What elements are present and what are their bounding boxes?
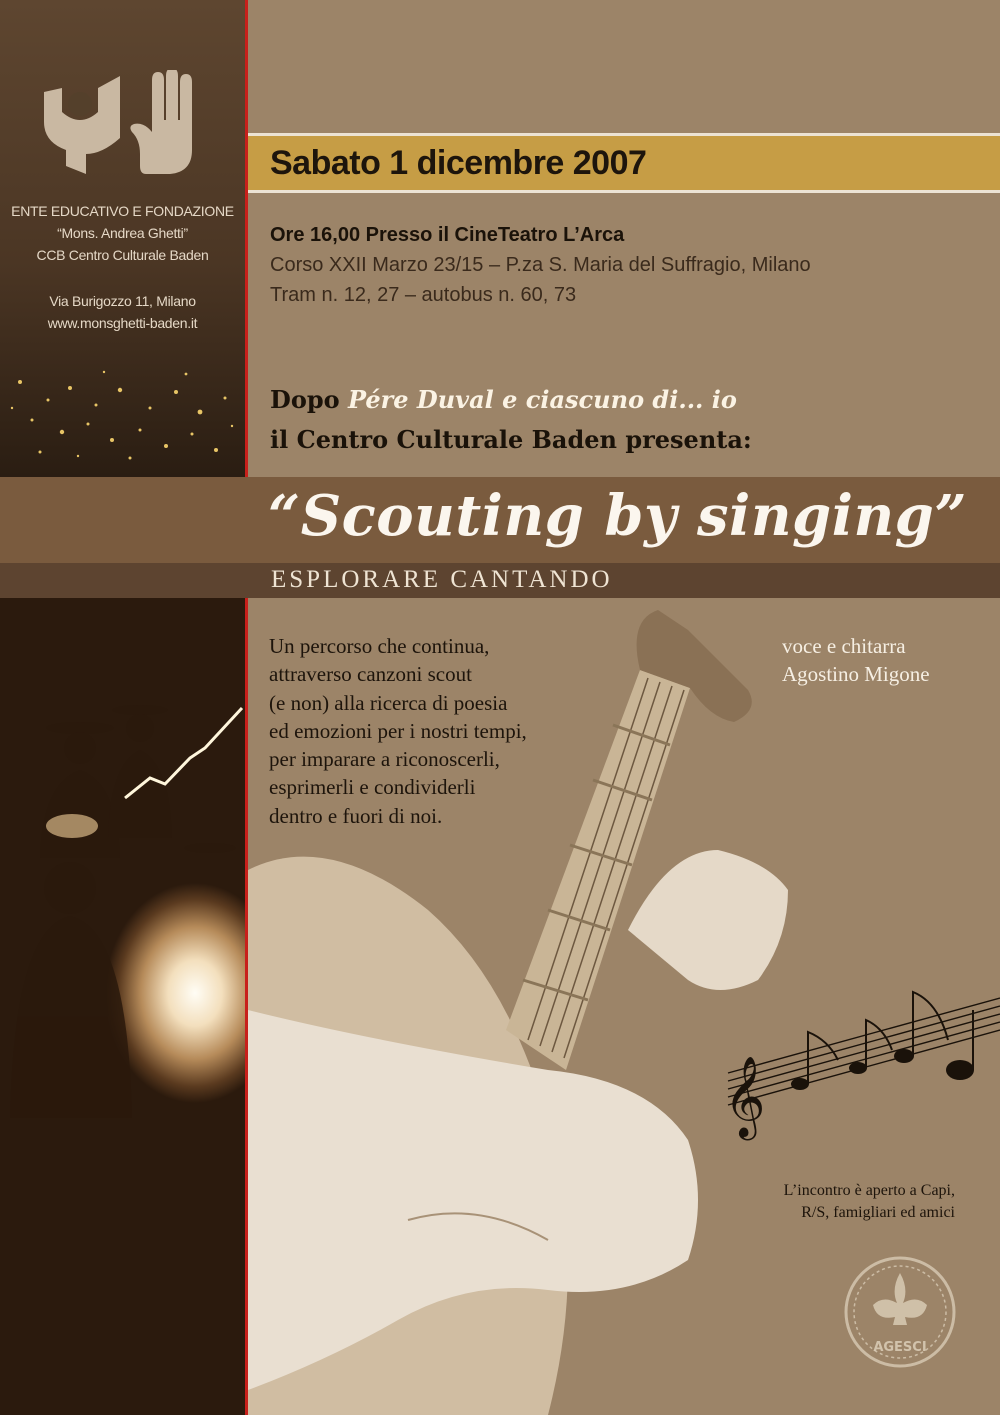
description: [269, 632, 527, 830]
performer-role: voce e chitarra: [782, 634, 906, 658]
audience-note-line: R/S, famigliari ed amici: [801, 1204, 955, 1221]
intro-script-title: Pére Duval e ciascuno di... io: [347, 385, 737, 414]
event-subtitle: ESPLORARE CANTANDO: [271, 566, 613, 593]
date-banner: [248, 133, 1000, 193]
intro-dopo: Dopo: [270, 385, 340, 414]
organization-line-3: CCB Centro Culturale Baden: [36, 247, 209, 263]
event-title: “Scouting by singing”: [268, 483, 968, 549]
event-info: [270, 220, 811, 310]
audience-note: [784, 1180, 955, 1224]
organization-name: [0, 200, 245, 266]
event-time-place: Ore 16,00 Presso il CineTeatro L’Arca: [270, 224, 625, 246]
sparkles-decoration-icon: [0, 360, 245, 470]
organization-contacts: [0, 290, 245, 334]
organization-line-2: “Mons. Andrea Ghetti”: [57, 225, 188, 241]
intro-line-2: il Centro Culturale Baden presenta:: [270, 425, 752, 454]
event-address: Corso XXII Marzo 23/15 – P.za S. Maria del Suffragio, Milano: [270, 254, 811, 276]
organization-address: Via Burigozzo 11, Milano: [49, 293, 196, 309]
title-banner: [0, 477, 1000, 563]
intro-text: [270, 380, 752, 460]
scouts-silhouettes-icon: [0, 598, 245, 1415]
agesci-badge-text: AGESCI: [873, 1340, 927, 1355]
description-line: Un percorso che continua,: [269, 634, 490, 658]
description-line: dentro e fuori di noi.: [269, 803, 443, 828]
performer-credit: [782, 632, 930, 688]
subtitle-banner: [0, 563, 1000, 598]
audience-note-line: L’incontro è aperto a Capi,: [783, 1182, 955, 1199]
description-line: attraverso canzoni scout: [269, 662, 472, 687]
organization-line-1: ENTE EDUCATIVO E FONDAZIONE: [11, 203, 234, 219]
svg-text:𝄞: 𝄞: [724, 1055, 766, 1137]
performer-name: Agostino Migone: [782, 662, 930, 686]
organization-panel: [0, 0, 245, 477]
campfire-photo: [0, 598, 245, 1415]
description-line: (e non) alla ricerca di poesia: [269, 690, 508, 715]
description-line: ed emozioni per i nostri tempi,: [269, 718, 527, 743]
description-line: per imparare a riconoscerli,: [269, 747, 500, 772]
event-transport: Tram n. 12, 27 – autobus n. 60, 73: [270, 284, 577, 306]
event-date: Sabato 1 dicembre 2007: [270, 144, 647, 182]
intro-line-1: [270, 380, 752, 420]
description-line: esprimerli e condividerli: [269, 775, 476, 800]
organization-website[interactable]: www.monsghetti-baden.it: [47, 315, 198, 331]
agesci-badge-icon: [843, 1255, 957, 1369]
organization-logo-icon: [40, 70, 210, 180]
